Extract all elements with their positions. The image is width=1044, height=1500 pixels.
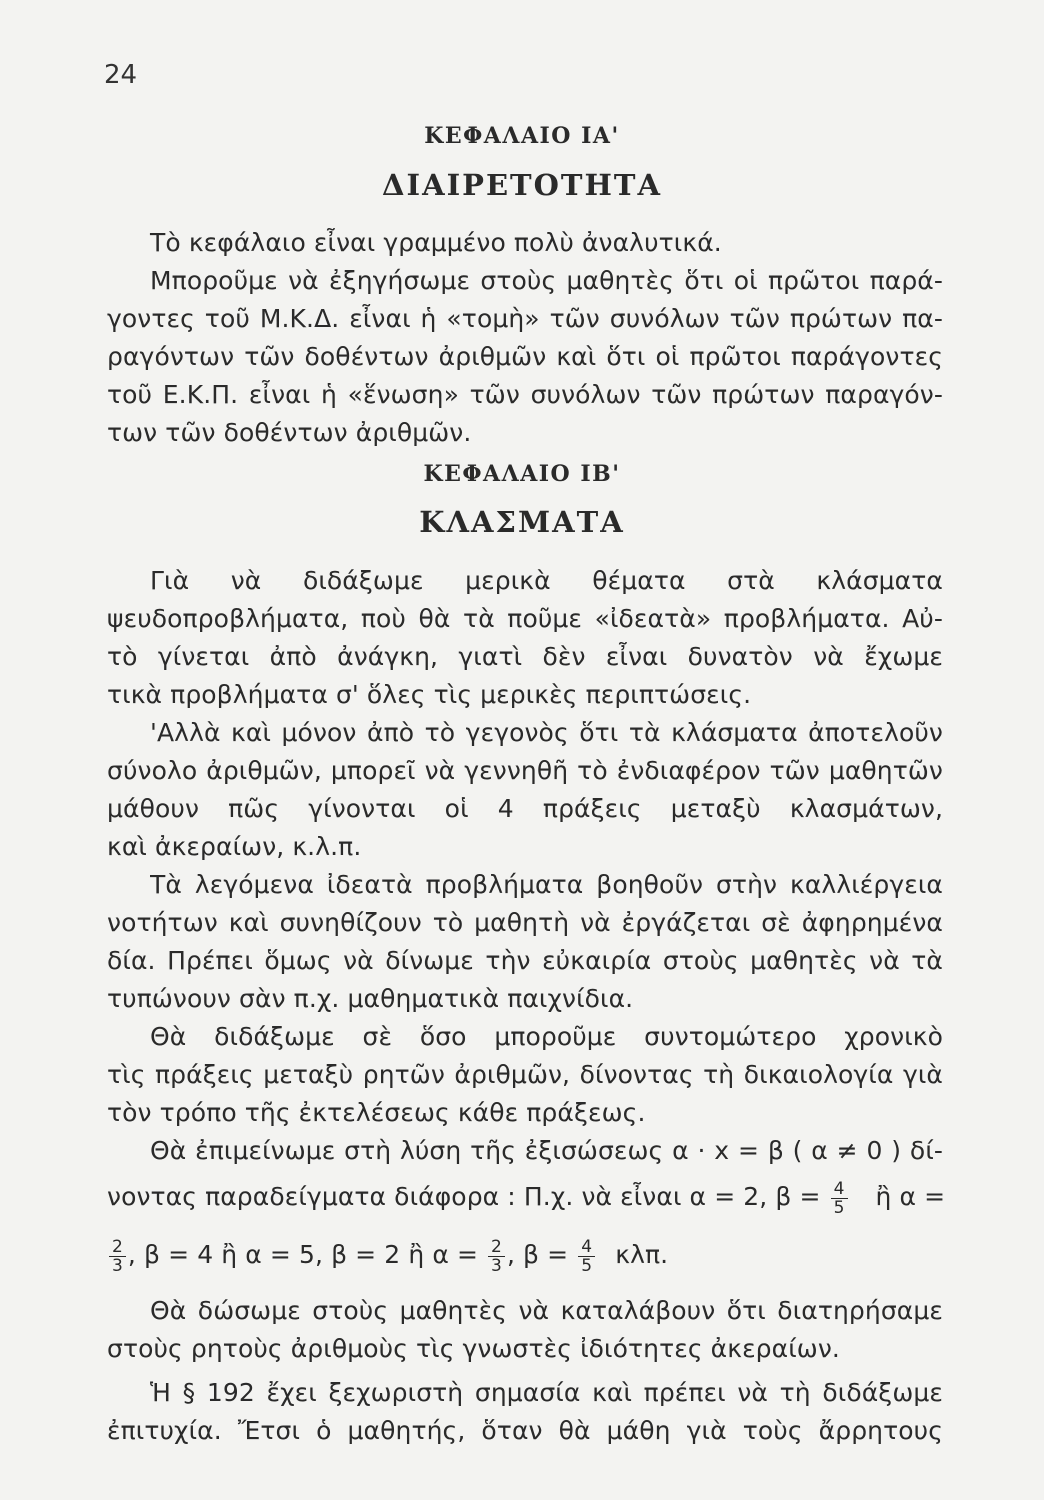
- example-text: νοντας παραδείγματα διάφορα : Π.χ. νὰ εἶναι α = 2, β =: [107, 1182, 821, 1211]
- example-text: , β = 4 ἢ α = 5, β = 2 ἢ α =: [127, 1240, 478, 1269]
- fraction-numerator: 4: [578, 1238, 595, 1257]
- text-line: των τῶν δοθέντων ἀριθμῶν.: [107, 418, 472, 447]
- example-line-1: [107, 1178, 946, 1218]
- text-line: νοτήτων καὶ συνηθίζουν τὸ μαθητὴ νὰ ἐργάζεται σὲ ἀφηρημένα: [107, 908, 943, 937]
- chapter-label: ΚΕΦΑΛΑΙΟ ΙΑ': [424, 123, 620, 149]
- text-line: τὸ γίνεται ἀπὸ ἀνάγκη, γιατὶ δὲν εἶναι δυνατὸν νὰ ἔχωμε: [107, 642, 943, 671]
- example-line-2: [107, 1236, 943, 1275]
- fraction-numerator: 2: [488, 1238, 505, 1257]
- text-line: Γιὰ νὰ διδάξωμε μερικὰ θέματα στὰ κλάσματα: [150, 566, 943, 595]
- text-line: στοὺς ρητοὺς ἀριθμοὺς τὶς γνωστὲς ἰδιότητες ἀκεραίων.: [107, 1334, 840, 1363]
- example-text: , β =: [506, 1240, 569, 1269]
- text-line: μάθουν πῶς γίνονται οἱ 4 πράξεις μεταξὺ κλασμάτων,: [107, 794, 943, 823]
- example-tail: ἢ α =: [875, 1182, 946, 1211]
- text-line: τὸν τρόπο τῆς ἐκτελέσεως κάθε πράξεως.: [107, 1098, 646, 1127]
- text-line: καὶ ἀκεραίων, κ.λ.π.: [107, 832, 362, 861]
- text-line: Μποροῦμε νὰ ἐξηγήσωμε στοὺς μαθητὲς ὅτι οἱ πρῶτοι παρά-: [150, 266, 943, 295]
- fraction: [831, 1180, 848, 1217]
- text-line: Θὰ ἐπιμείνωμε στὴ λύση τῆς ἐξισώσεως α · x = β ( α ≠ 0 ) δί-: [150, 1136, 943, 1165]
- text-line: τικὰ προβλήματα σ' ὅλες τὶς μερικὲς περιπτώσεις.: [107, 680, 752, 709]
- text-line: ραγόντων τῶν δοθέντων ἀριθμῶν καὶ ὅτι οἱ πρῶτοι παράγοντες: [107, 342, 943, 371]
- chapter-title: ΚΛΑΣΜΑΤΑ: [419, 505, 625, 539]
- fraction: [488, 1238, 505, 1275]
- text-line: 'Αλλὰ καὶ μόνον ἀπὸ τὸ γεγονὸς ὅτι τὰ κλάσματα ἀποτελοῦν: [150, 718, 943, 747]
- text-line: τοῦ Ε.Κ.Π. εἶναι ἡ «ἕνωση» τῶν συνόλων τῶν πρώτων παραγόν-: [107, 380, 943, 409]
- fraction: [109, 1238, 126, 1275]
- text-line: ἐπιτυχία. Ἔτσι ὁ μαθητής, ὅταν θὰ μάθη γιὰ τοὺς ἄρρητους: [107, 1416, 943, 1445]
- text-line: τυπώνουν σὰν π.χ. μαθηματικὰ παιχνίδια.: [107, 984, 634, 1013]
- fraction-numerator: 4: [831, 1180, 848, 1199]
- text-line: Θὰ δώσωμε στοὺς μαθητὲς νὰ καταλάβουν ὅτι διατηρήσαμε: [150, 1296, 943, 1325]
- text-line: ψευδοπροβλήματα, ποὺ θὰ τὰ ποῦμε «ἰδεατὰ» προβλήματα. Αὐ-: [107, 604, 943, 633]
- fraction-denominator: 3: [112, 1255, 123, 1276]
- fraction-numerator: 2: [109, 1238, 126, 1257]
- text-line: τὶς πράξεις μεταξὺ ρητῶν ἀριθμῶν, δίνοντας τὴ δικαιολογία γιὰ: [107, 1060, 943, 1089]
- chapter-label: ΚΕΦΑΛΑΙΟ ΙΒ': [423, 461, 621, 487]
- fraction-denominator: 5: [833, 1197, 845, 1218]
- fraction: [578, 1238, 595, 1275]
- text-line: δία. Πρέπει ὅμως νὰ δίνωμε τὴν εὐκαιρία στοὺς μαθητὲς νὰ τὰ: [107, 946, 943, 975]
- fraction-denominator: 3: [491, 1255, 502, 1276]
- text-line: Ἡ § 192 ἔχει ξεχωριστὴ σημασία καὶ πρέπει νὰ τὴ διδάξωμε: [150, 1378, 943, 1407]
- text-line: γοντες τοῦ Μ.Κ.Δ. εἶναι ἡ «τομὴ» τῶν συνόλων τῶν πρώτων πα-: [107, 304, 943, 333]
- text-line: Τὸ κεφάλαιο εἶναι γραμμένο πολὺ ἀναλυτικά.: [150, 228, 722, 257]
- fraction-denominator: 5: [581, 1255, 593, 1276]
- text-line: Τὰ λεγόμενα ἰδεατὰ προβλήματα βοηθοῦν στὴν καλλιέργεια: [150, 870, 943, 899]
- text-line: Θὰ διδάξωμε σὲ ὅσο μποροῦμε συντομώτερο χρονικὸ: [150, 1022, 943, 1051]
- text-line: σύνολο ἀριθμῶν, μπορεῖ νὰ γεννηθῆ τὸ ἐνδιαφέρον τῶν μαθητῶν: [107, 756, 943, 785]
- chapter-title: ΔΙΑΙΡΕΤΟΤΗΤΑ: [382, 168, 662, 202]
- example-tail: κλπ.: [615, 1240, 669, 1269]
- page-number: 24: [104, 60, 138, 90]
